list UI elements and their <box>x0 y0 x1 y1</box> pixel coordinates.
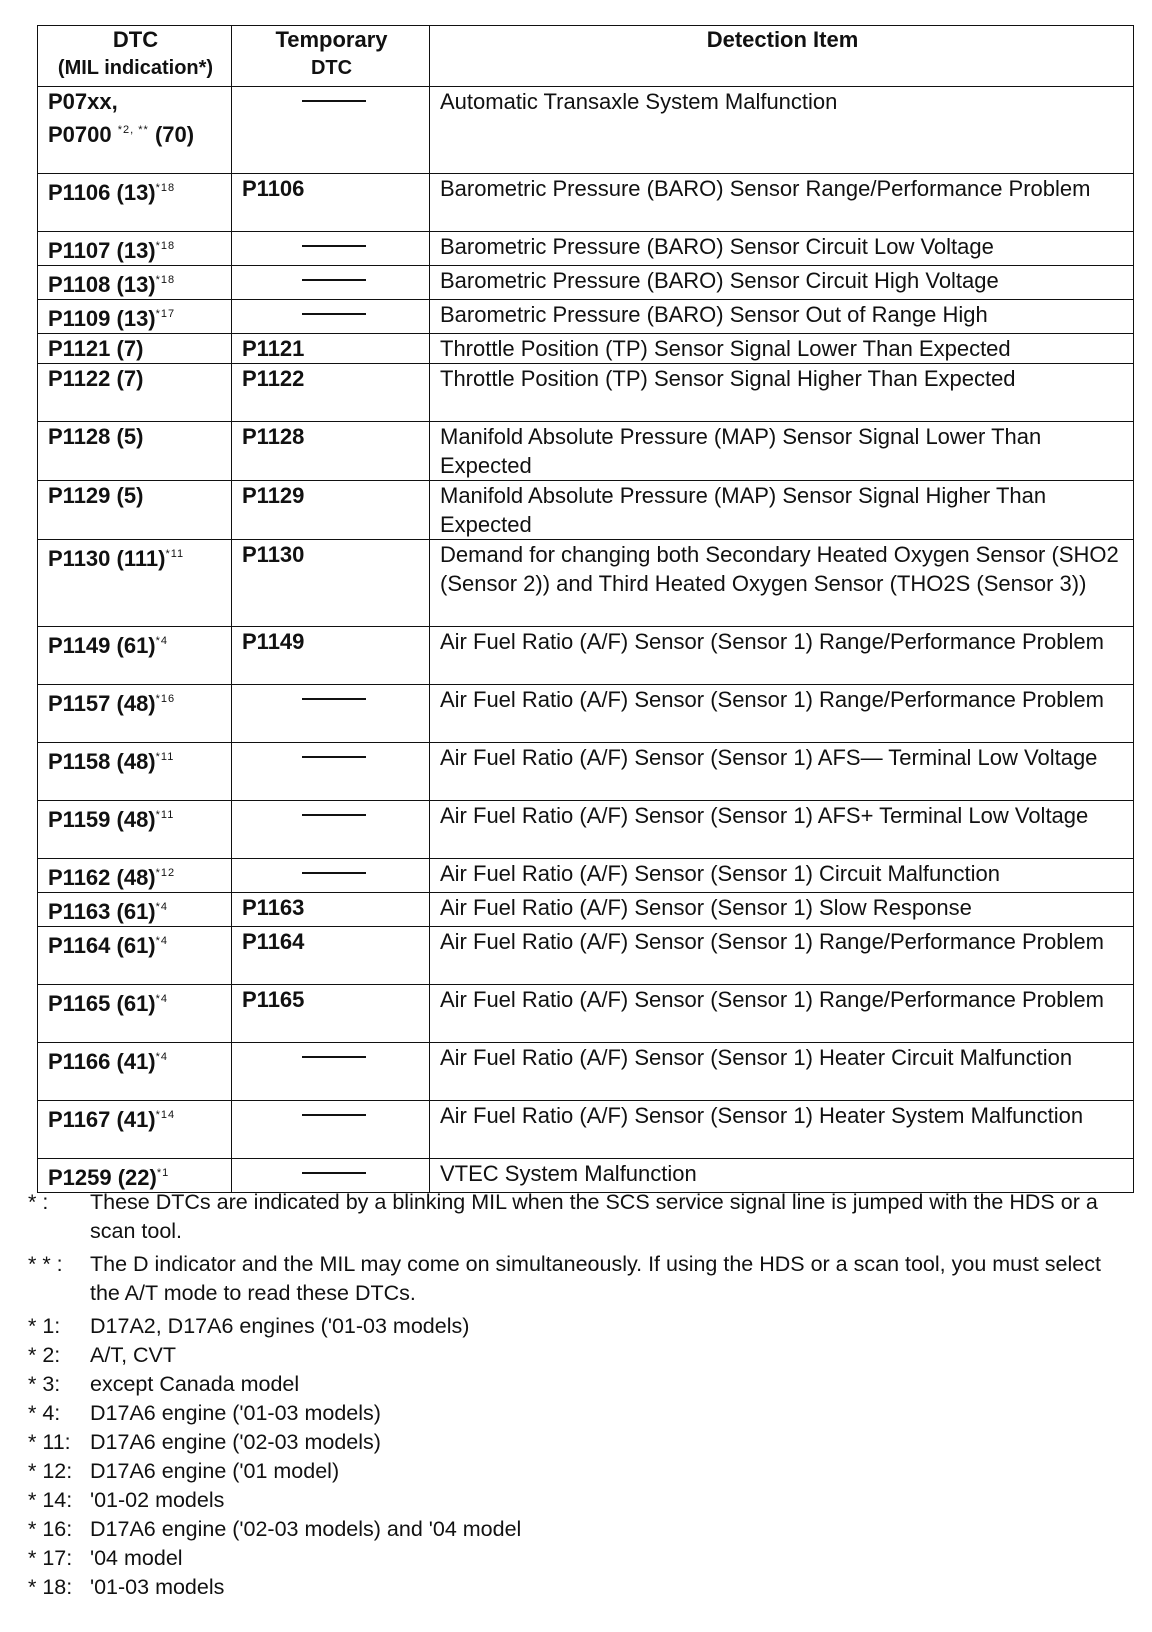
dtc-cell <box>38 364 232 422</box>
table-row <box>38 300 1134 334</box>
table-row <box>38 540 1134 627</box>
dtc-code: P1109 (13) <box>48 306 156 331</box>
table-row <box>38 364 1134 422</box>
dtc-cell <box>38 893 232 927</box>
table-row <box>38 422 1134 481</box>
footnote-text: '04 model <box>90 1546 183 1570</box>
no-value-dash <box>302 313 366 315</box>
footnote-text: The D indicator and the MIL may come on simultaneously. If using the HDS or a scan tool, you must select the A/T mode to read these DTCs. <box>90 1252 1101 1305</box>
table-row <box>38 685 1134 743</box>
table-row <box>38 266 1134 300</box>
detection-item-cell: Barometric Pressure (BARO) Sensor Circuit Low Voltage <box>430 232 1134 266</box>
dtc-code: P1259 (22) <box>48 1165 157 1190</box>
footnote-ref: *18 <box>155 274 176 286</box>
footnote-text: These DTCs are indicated by a blinking MIL when the SCS service signal line is jumped with the HDS or a scan tool. <box>90 1190 1098 1243</box>
footnote <box>28 1188 1128 1246</box>
footnote-ref: *4 <box>155 1051 169 1063</box>
dtc-cell <box>38 232 232 266</box>
temp-dtc-cell: P1165 <box>232 985 430 1043</box>
footnote-marker: * 12: <box>28 1459 73 1483</box>
no-value-dash <box>302 814 366 816</box>
temp-dtc-cell <box>232 266 430 300</box>
header-temp-sublabel: DTC <box>310 57 353 79</box>
footnote <box>28 1573 1128 1602</box>
footnote <box>28 1370 1128 1399</box>
footnote-ref: *4 <box>155 993 169 1005</box>
footnote <box>28 1341 1128 1370</box>
no-value-dash <box>302 756 366 758</box>
footnote-ref: *11 <box>165 548 185 560</box>
table-row <box>38 1043 1134 1101</box>
footnote-text: '01-02 models <box>90 1488 225 1512</box>
header-temp-label: Temporary <box>275 27 388 52</box>
footnote <box>28 1515 1128 1544</box>
footnote-text: D17A6 engine ('01-03 models) <box>90 1401 381 1425</box>
footnote-text: D17A6 engine ('02-03 models) <box>90 1430 381 1454</box>
footnote-marker: * : <box>28 1190 49 1214</box>
footnote <box>28 1399 1128 1428</box>
dtc-cell <box>38 334 232 364</box>
dtc-cell <box>38 927 232 985</box>
temp-dtc-cell <box>232 300 430 334</box>
footnote-marker: * * : <box>28 1252 63 1276</box>
dtc-code: P1130 (111) <box>48 546 166 571</box>
dtc-cell <box>38 985 232 1043</box>
footnote-ref: *4 <box>155 935 169 947</box>
footnote-text: except Canada model <box>90 1372 300 1396</box>
header-dtc-sublabel: (MIL indication*) <box>57 57 214 79</box>
dtc-code: P1106 (13) <box>48 180 156 205</box>
footnote-ref: *14 <box>155 1109 176 1121</box>
footnote-ref: *11 <box>155 751 175 763</box>
header-temporary-dtc <box>232 26 430 87</box>
no-value-dash <box>302 279 366 281</box>
table-row <box>38 927 1134 985</box>
header-dtc-label: DTC <box>112 27 159 52</box>
footnote-ref: *16 <box>155 693 176 705</box>
dtc-cell <box>38 481 232 540</box>
detection-item-cell: Air Fuel Ratio (A/F) Sensor (Sensor 1) Range/Performance Problem <box>430 927 1134 985</box>
detection-item-cell: Air Fuel Ratio (A/F) Sensor (Sensor 1) Range/Performance Problem <box>430 985 1134 1043</box>
temp-dtc-cell: P1129 <box>232 481 430 540</box>
temp-dtc-cell <box>232 1101 430 1159</box>
header-detection-item <box>430 26 1134 87</box>
dtc-code: P1167 (41) <box>48 1107 156 1132</box>
temp-dtc-cell: P1106 <box>232 174 430 232</box>
footnote-marker: * 14: <box>28 1488 73 1512</box>
footnote <box>28 1486 1128 1515</box>
dtc-cell <box>38 859 232 893</box>
dtc-cell <box>38 1101 232 1159</box>
detection-item-cell: Automatic Transaxle System Malfunction <box>430 87 1134 174</box>
footnote-ref: *1 <box>156 1167 170 1179</box>
dtc-code: P1159 (48) <box>48 807 156 832</box>
dtc-code: P07xx, <box>48 89 118 114</box>
detection-item-cell: Manifold Absolute Pressure (MAP) Sensor Signal Higher Than Expected <box>430 481 1134 540</box>
dtc-code: P1157 (48) <box>48 691 156 716</box>
footnote-text: '01-03 models <box>90 1575 225 1599</box>
dtc-mil-code: (70) <box>154 122 195 147</box>
dtc-code: P1164 (61) <box>48 933 156 958</box>
footnote-ref: *12 <box>155 867 176 879</box>
dtc-code-line2: P0700 <box>48 122 112 147</box>
footnote <box>28 1250 1128 1308</box>
footnote-marker: * 11: <box>28 1430 71 1454</box>
detection-item-cell: VTEC System Malfunction <box>430 1159 1134 1193</box>
temp-dtc-cell: P1122 <box>232 364 430 422</box>
detection-item-cell: Barometric Pressure (BARO) Sensor Out of Range High <box>430 300 1134 334</box>
table-row <box>38 232 1134 266</box>
temp-dtc-cell <box>232 685 430 743</box>
dtc-cell <box>38 300 232 334</box>
table-row <box>38 859 1134 893</box>
detection-item-cell: Barometric Pressure (BARO) Sensor Circuit High Voltage <box>430 266 1134 300</box>
footnote-text: D17A6 engine ('01 model) <box>90 1459 340 1483</box>
table-row <box>38 743 1134 801</box>
header-dtc <box>38 26 232 87</box>
detection-item-cell: Barometric Pressure (BARO) Sensor Range/Performance Problem <box>430 174 1134 232</box>
dtc-cell <box>38 743 232 801</box>
dtc-code: P1121 (7) <box>48 336 144 361</box>
table-header-row <box>38 26 1134 87</box>
footnote-marker: * 17: <box>28 1546 73 1570</box>
no-value-dash <box>302 100 366 102</box>
no-value-dash <box>302 698 366 700</box>
table-row <box>38 985 1134 1043</box>
no-value-dash <box>302 245 366 247</box>
temp-dtc-cell: P1149 <box>232 627 430 685</box>
detection-item-cell: Air Fuel Ratio (A/F) Sensor (Sensor 1) Heater Circuit Malfunction <box>430 1043 1134 1101</box>
dtc-code: P1158 (48) <box>48 749 156 774</box>
table-row <box>38 87 1134 174</box>
footnotes <box>28 1188 1128 1602</box>
table-row <box>38 174 1134 232</box>
table-row <box>38 1101 1134 1159</box>
footnote <box>28 1428 1128 1457</box>
temp-dtc-cell: P1130 <box>232 540 430 627</box>
no-value-dash <box>302 1056 366 1058</box>
dtc-cell <box>38 801 232 859</box>
footnote-marker: * 4: <box>28 1401 61 1425</box>
temp-dtc-cell <box>232 87 430 174</box>
detection-item-cell: Manifold Absolute Pressure (MAP) Sensor Signal Lower Than Expected <box>430 422 1134 481</box>
detection-item-cell: Air Fuel Ratio (A/F) Sensor (Sensor 1) Heater System Malfunction <box>430 1101 1134 1159</box>
footnote-text: D17A6 engine ('02-03 models) and '04 model <box>90 1517 522 1541</box>
no-value-dash <box>302 872 366 874</box>
dtc-code: P1163 (61) <box>48 899 156 924</box>
temp-dtc-cell <box>232 232 430 266</box>
dtc-code: P1162 (48) <box>48 865 156 890</box>
footnote <box>28 1312 1128 1341</box>
detection-item-cell: Air Fuel Ratio (A/F) Sensor (Sensor 1) Circuit Malfunction <box>430 859 1134 893</box>
table-row <box>38 334 1134 364</box>
table-row <box>38 893 1134 927</box>
table-row <box>38 481 1134 540</box>
footnote-ref: *11 <box>155 809 175 821</box>
temp-dtc-cell <box>232 743 430 801</box>
footnote-marker: * 2: <box>28 1343 61 1367</box>
footnote-ref: *18 <box>155 182 176 194</box>
detection-item-cell: Throttle Position (TP) Sensor Signal Higher Than Expected <box>430 364 1134 422</box>
dtc-cell <box>38 685 232 743</box>
detection-item-cell: Throttle Position (TP) Sensor Signal Lower Than Expected <box>430 334 1134 364</box>
dtc-cell <box>38 627 232 685</box>
dtc-cell <box>38 266 232 300</box>
no-value-dash <box>302 1114 366 1116</box>
temp-dtc-cell: P1121 <box>232 334 430 364</box>
footnote-ref: *4 <box>155 635 169 647</box>
dtc-code: P1166 (41) <box>48 1049 156 1074</box>
no-value-dash <box>302 1172 366 1174</box>
dtc-code: P1128 (5) <box>48 424 144 449</box>
footnote-text: D17A2, D17A6 engines ('01-03 models) <box>90 1314 470 1338</box>
dtc-table <box>37 25 1134 1193</box>
dtc-cell <box>38 422 232 481</box>
dtc-code: P1107 (13) <box>48 238 156 263</box>
footnote <box>28 1457 1128 1486</box>
footnote-ref: *18 <box>155 240 176 252</box>
temp-dtc-cell: P1164 <box>232 927 430 985</box>
temp-dtc-cell <box>232 859 430 893</box>
temp-dtc-cell <box>232 1043 430 1101</box>
footnote-marker: * 16: <box>28 1517 73 1541</box>
table-row <box>38 627 1134 685</box>
dtc-code: P1122 (7) <box>48 366 144 391</box>
footnote-ref: *4 <box>155 901 169 913</box>
detection-item-cell: Air Fuel Ratio (A/F) Sensor (Sensor 1) Slow Response <box>430 893 1134 927</box>
dtc-cell <box>38 540 232 627</box>
detection-item-cell: Air Fuel Ratio (A/F) Sensor (Sensor 1) Range/Performance Problem <box>430 685 1134 743</box>
footnote <box>28 1544 1128 1573</box>
temp-dtc-cell: P1163 <box>232 893 430 927</box>
footnote-marker: * 3: <box>28 1372 61 1396</box>
footnote-text: A/T, CVT <box>90 1343 177 1367</box>
temp-dtc-cell <box>232 801 430 859</box>
dtc-code: P1165 (61) <box>48 991 156 1016</box>
detection-item-cell: Demand for changing both Secondary Heated Oxygen Sensor (SHO2 (Sensor 2)) and Third Heated Oxygen Sensor (THO2S (Sensor 3)) <box>430 540 1134 627</box>
footnote-ref: *17 <box>155 308 176 320</box>
footnote-marker: * 1: <box>28 1314 61 1338</box>
dtc-cell <box>38 1043 232 1101</box>
detection-item-cell: Air Fuel Ratio (A/F) Sensor (Sensor 1) Range/Performance Problem <box>430 627 1134 685</box>
dtc-cell <box>38 174 232 232</box>
table-row <box>38 801 1134 859</box>
detection-item-cell: Air Fuel Ratio (A/F) Sensor (Sensor 1) AFS+ Terminal Low Voltage <box>430 801 1134 859</box>
dtc-cell <box>38 87 232 174</box>
footnote-ref: *2, ** <box>117 124 149 136</box>
detection-item-cell: Air Fuel Ratio (A/F) Sensor (Sensor 1) AFS— Terminal Low Voltage <box>430 743 1134 801</box>
dtc-code: P1108 (13) <box>48 272 156 297</box>
footnote-marker: * 18: <box>28 1575 73 1599</box>
temp-dtc-cell: P1128 <box>232 422 430 481</box>
dtc-code: P1129 (5) <box>48 483 144 508</box>
dtc-code: P1149 (61) <box>48 633 156 658</box>
header-item-label: Detection Item <box>706 27 859 52</box>
